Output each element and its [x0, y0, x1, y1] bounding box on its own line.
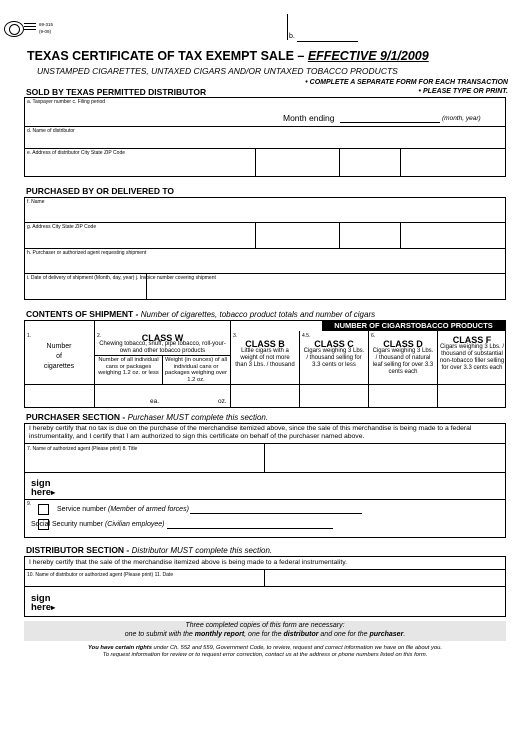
purchaser-address-label: g. Address City State ZIP Code	[27, 224, 97, 230]
authorized-agent-label: h. Purchaser or authorized agent requesting shipment	[27, 250, 147, 256]
social-security-label: Social Security number (Civilian employee)	[31, 521, 165, 528]
oz-unit: oz.	[218, 398, 227, 405]
service-number-label: Service number (Member of armed forces)	[57, 506, 189, 513]
ea-unit: ea.	[150, 398, 160, 405]
purchaser-certification: I hereby certify that no tax is due on the purchase of the merchandise itemized above, since the sale of this merchandise is being made to a federal instrumentality, and I certify that I am authorized to sign this certificate on behalf of the purchaser named above.	[29, 425, 472, 440]
purchaser-sign-here[interactable]: sign here▸	[31, 478, 56, 498]
taxpayer-number-label: a. Taxpayer number c. Filing period	[27, 99, 106, 105]
col3-number: 3.	[233, 333, 238, 339]
col2-number: 2.	[97, 333, 102, 339]
b-field-input[interactable]	[297, 41, 358, 42]
col4-number: 4.5.	[302, 333, 311, 339]
class-b-desc: Little cigars with a weight of not more than 3 Lbs. / thousand	[235, 348, 295, 368]
purchaser-heading: PURCHASER SECTION - Purchaser MUST complete this section.	[26, 412, 269, 422]
class-f-title: CLASS F	[452, 335, 492, 345]
sold-by-box	[24, 97, 506, 177]
class-w-sub2: Weight (in ounces) of all individual cans or packages weighing over 1.2 oz.	[164, 357, 228, 383]
form-subtitle: UNSTAMPED CIGARETTES, UNTAXED CIGARS AND/OR UNTAXED TOBACCO PRODUCTS	[37, 66, 398, 76]
class-w-sub1: Number of all individual cans or packages weighing 1.2 oz. or less	[98, 357, 159, 376]
shipment-heading: CONTENTS OF SHIPMENT - Number of cigarettes, tobacco product totals and number of cigars	[26, 309, 376, 319]
sign-arrow-icon: ▸	[51, 488, 56, 497]
b-field-label: b.	[289, 33, 295, 40]
month-ending-label: Month ending	[283, 113, 335, 123]
class-w-desc: Chewing tobacco, snuff, pipe tobacco, roll-your-own and other tobacco products	[99, 341, 226, 354]
distributor-certification: I hereby certify that the sale of the merchandise itemized above is being made to a federal instrumentality.	[29, 559, 347, 566]
purchaser-name-label: f. Name	[27, 199, 45, 205]
col6-number: 6.	[371, 333, 376, 339]
distributor-name-label: d. Name of distributor	[27, 128, 75, 134]
sold-by-heading: SOLD BY TEXAS PERMITTED DISTRIBUTOR	[26, 87, 207, 97]
class-d-desc: Cigars weighing 3 Lbs. / thousand of natural leaf selling for over 3.3 cents each	[372, 348, 434, 375]
cigars-header: NUMBER OF CIGARSTOBACCO PRODUCTS	[322, 321, 505, 331]
class-w-title: CLASS W	[141, 333, 184, 343]
distributor-agent-label: 10. Name of distributor or authorized agent (Please print) 11. Date	[27, 572, 174, 578]
note-type-print: • PLEASE TYPE OR PRINT.	[418, 88, 508, 95]
class-c-title: CLASS C	[314, 339, 354, 349]
class-b-title: CLASS B	[245, 339, 285, 349]
class-f-desc: Cigars weighing 3 Lbs. / thousand of substantial non-tobacco filler selling for over 3.3 cents each	[439, 344, 505, 371]
class-d-title: CLASS D	[383, 339, 423, 349]
service-number-checkbox[interactable]	[38, 504, 49, 515]
comptroller-seal-icon	[4, 21, 24, 37]
sign-arrow-icon: ▸	[51, 603, 56, 612]
privacy-notice: You have certain rights under Ch. 552 and 559, Government Code, to review, request and correct information we have on file about you. To request information for review or to request error correction, contact us at the address or phone numbers listed on this form.	[88, 645, 442, 658]
form-title: TEXAS CERTIFICATE OF TAX EXEMPT SALE – EFFECTIVE 9/1/2009	[27, 49, 429, 63]
copies-note: Three completed copies of this form are necessary: one to submit with the monthly report, one for the distributor and one for the purchaser.	[24, 621, 506, 641]
social-security-input[interactable]	[167, 528, 333, 529]
distributor-sign-here[interactable]: sign here▸	[31, 593, 56, 613]
agent-name-label: 7. Name of authorized agent (Please print) 8. Title	[27, 446, 138, 452]
field9-number: 9.	[27, 501, 32, 507]
b-field-divider	[287, 14, 288, 40]
service-number-input[interactable]	[190, 513, 362, 514]
class-c-desc: Cigars weighing 3 Lbs. / thousand selling for 3.3 cents or less	[303, 348, 365, 368]
distributor-heading: DISTRIBUTOR SECTION - Distributor MUST complete this section.	[26, 545, 273, 555]
note-separate-form: • COMPLETE A SEPARATE FORM FOR EACH TRANSACTION	[305, 79, 508, 86]
delivery-date-label: i. Date of delivery of shipment (Month, day, year) j. Invoice number covering shipment	[27, 275, 216, 281]
distributor-address-label: e. Address of distributor City State ZIP Code	[27, 150, 126, 156]
seal-caption	[24, 21, 36, 30]
month-ending-hint: (month, year)	[442, 115, 481, 122]
month-ending-input[interactable]	[340, 122, 440, 123]
cigarettes-label: Number of cigarettes	[43, 343, 75, 370]
form-revision: (9-09)	[39, 29, 52, 34]
form-number: 69-315	[39, 22, 54, 27]
effective-date: EFFECTIVE 9/1/2009	[307, 49, 429, 63]
purchased-by-heading: PURCHASED BY OR DELIVERED TO	[26, 186, 174, 196]
col1-number: 1.	[27, 333, 32, 339]
